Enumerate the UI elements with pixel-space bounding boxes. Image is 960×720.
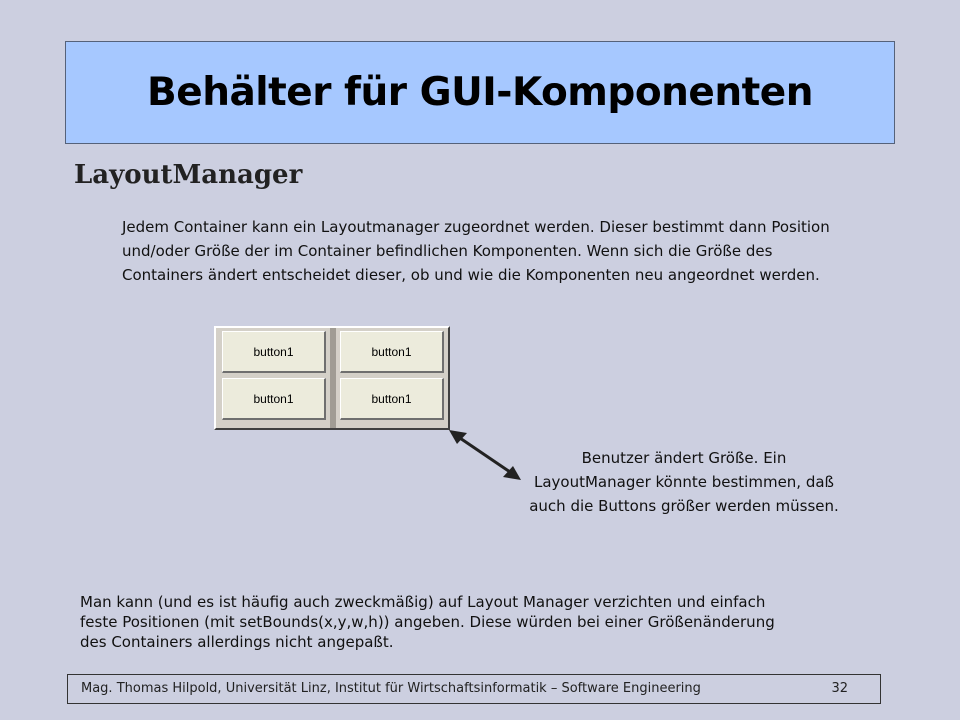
container-divider — [330, 328, 336, 428]
demo-button-bottom-right[interactable]: button1 — [340, 378, 444, 420]
footer-bar — [67, 674, 881, 704]
page-number: 32 — [831, 681, 848, 696]
title-banner — [65, 41, 895, 144]
section-heading: LayoutManager — [74, 160, 303, 190]
footer-author: Mag. Thomas Hilpold, Universität Linz, Institut für Wirtschaftsinformatik – Software Engineering — [81, 681, 701, 696]
demo-button-top-right[interactable]: button1 — [340, 331, 444, 373]
resize-note: Benutzer ändert Größe. Ein LayoutManager könnte bestimmen, daß auch die Buttons größer werden müssen. — [529, 449, 839, 515]
slide-title: Behälter für GUI-Komponenten — [147, 70, 813, 115]
demo-button-top-left[interactable]: button1 — [222, 331, 326, 373]
bottom-paragraph: Man kann (und es ist häufig auch zweckmäßig) auf Layout Manager verzichten und einfach feste Positionen (mit setBounds(x,y,w,h)) angeben. Diese würden bei einer Größenänderung des Containers allerdings nicht angepaßt. — [80, 593, 775, 651]
demo-container-window — [214, 326, 450, 430]
double-headed-diagonal-arrow-icon — [440, 420, 530, 490]
demo-button-bottom-left[interactable]: button1 — [222, 378, 326, 420]
intro-paragraph: Jedem Container kann ein Layoutmanager zugeordnet werden. Dieser bestimmt dann Position und/oder Größe der im Container befindlichen Komponenten. Wenn sich die Größe des Containers ändert entscheidet dieser, ob und wie die Komponenten neu angeordnet werden. — [122, 218, 830, 284]
